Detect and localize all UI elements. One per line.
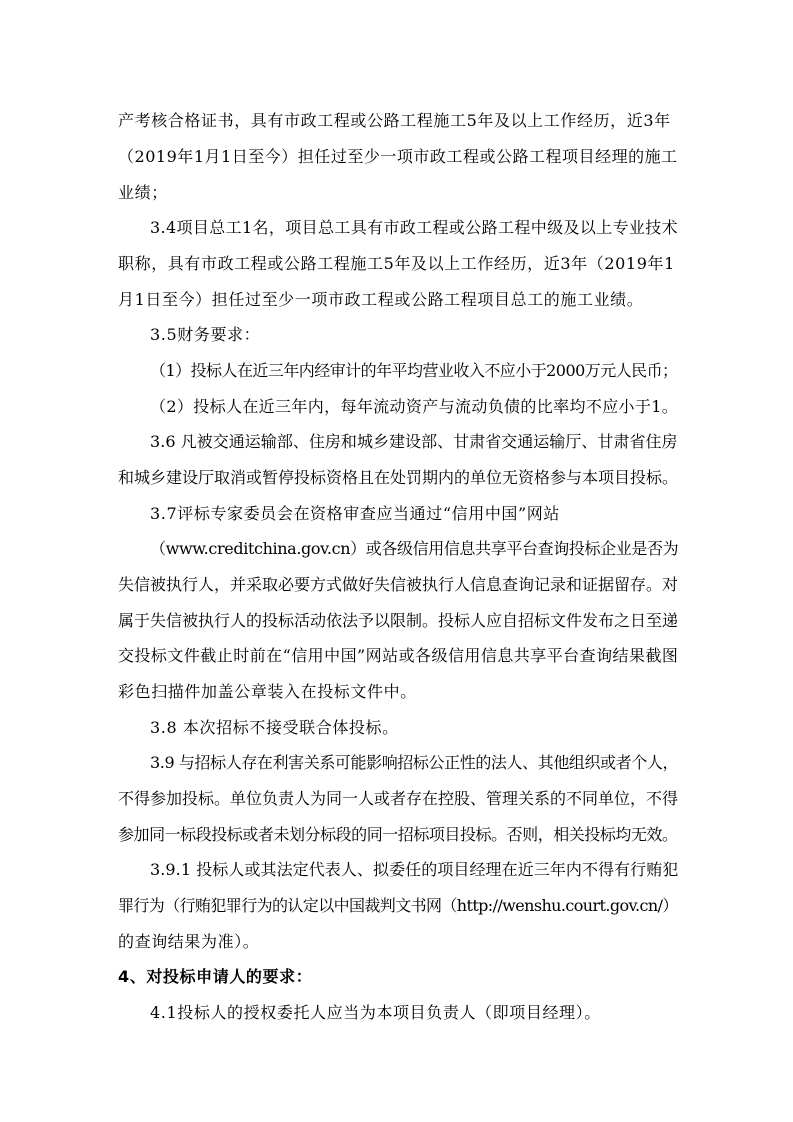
text-line-21: 参加同一标段投标或者未划分标段的同一招标项目投标。否则，相关投标均无效。 <box>118 825 678 844</box>
text-line-26: 4.1投标人的授权委托人应当为本项目负责人（即项目经理）。 <box>150 1003 601 1022</box>
text-line-11: 和城乡建设厅取消或暂停投标资格且在处罚期内的单位无资格参与本项目投标。 <box>118 468 679 487</box>
text-line-6: 月1日至今）担任过至少一项市政工程或公路工程项目总工的施工业绩。 <box>118 290 644 309</box>
text-line-20: 不得参加投标。单位负责人为同一人或者存在控股、管理关系的不同单位，不得 <box>118 789 679 808</box>
text-line-17: 彩色扫描件加盖公章装入在投标文件中。 <box>118 682 417 701</box>
text-line-15: 属于失信被执行人的投标活动依法予以限制。投标人应自招标文件发布之日至递 <box>118 611 679 630</box>
text-line-2: （2019年1月1日至今）担任过至少一项市政工程或公路工程项目经理的施工 <box>118 147 678 166</box>
section-heading: 4、对投标申请人的要求： <box>118 967 313 986</box>
text-line-1: 产考核合格证书，具有市政工程或公路工程施工5年及以上工作经历，近3年 <box>118 111 671 130</box>
text-line-4: 3.4项目总工1名，项目总工具有市政工程或公路工程中级及以上专业技术 <box>150 218 679 237</box>
text-line-10: 3.6 凡被交通运输部、住房和城乡建设部、甘肃省交通运输厅、甘肃省住房 <box>150 432 678 451</box>
text-line-23: 罪行为（行贿犯罪行为的认定以中国裁判文书网（http://wenshu.court.gov.cn/） <box>118 896 678 915</box>
text-line-9: （2）投标人在近三年内，每年流动资产与流动负债的比率均不应小于1。 <box>150 397 679 416</box>
text-line-13: （www.creditchina.gov.cn）或各级信用信息共享平台查询投标企业是否为 <box>150 539 679 558</box>
text-line-22: 3.9.1 投标人或其法定代表人、拟委任的项目经理在近三年内不得有行贿犯 <box>150 860 679 879</box>
text-line-5: 职称，具有市政工程或公路工程施工5年及以上工作经历，近3年（2019年1 <box>118 254 675 273</box>
text-line-24: 的查询结果为准）。 <box>118 932 260 951</box>
text-line-12: 3.7评标专家委员会在资格审查应当通过“信用中国”网站 <box>150 504 561 523</box>
text-line-18: 3.8 本次招标不接受联合体投标。 <box>150 718 399 737</box>
text-line-7: 3.5财务要求： <box>150 325 261 344</box>
text-line-19: 3.9 与招标人存在利害关系可能影响招标公正性的法人、其他组织或者个人， <box>150 753 679 772</box>
text-line-14: 失信被执行人，并采取必要方式做好失信被执行人信息查询记录和证据留存。对 <box>118 575 679 594</box>
text-line-3: 业绩； <box>118 183 168 202</box>
text-line-16: 交投标文件截止时前在“信用中国”网站或各级信用信息共享平台查询结果截图 <box>118 646 679 665</box>
text-line-8: （1）投标人在近三年内经审计的年平均营业收入不应小于2000万元人民币； <box>150 361 678 380</box>
